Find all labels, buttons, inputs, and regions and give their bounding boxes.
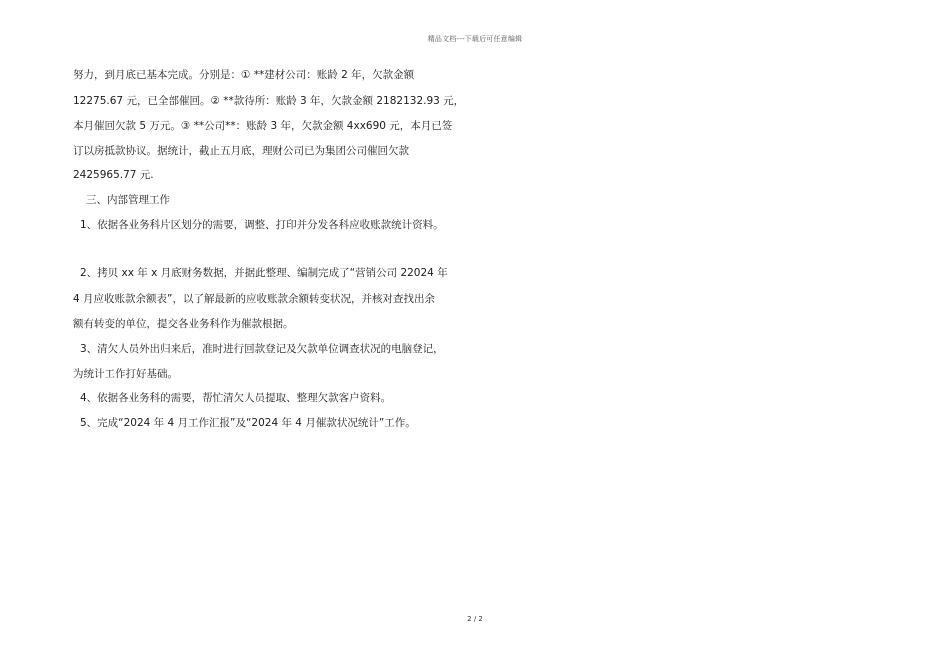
- paragraph-line: 努力，到月底已基本完成。分别是：① **建材公司：账龄 2 年，欠款金额: [73, 69, 415, 81]
- paragraph-line: 2425965.77 元.: [73, 169, 154, 181]
- list-item: 1、依据各业务科片区划分的需要，调整、打印并分发各科应收账款统计资料。: [80, 219, 444, 231]
- list-item: 4、依据各业务科的需要，帮忙清欠人员提取、整理欠款客户资料。: [80, 392, 392, 404]
- paragraph-line: 额有转变的单位，提交各业务科作为催款根据。: [73, 318, 294, 330]
- section-heading: 三、内部管理工作: [86, 194, 170, 206]
- list-item: 3、清欠人员外出归来后，准时进行回款登记及欠款单位调查状况的电脑登记，: [80, 343, 444, 355]
- paragraph-line: 12275.67 元，已全部催回。② **款待所：账龄 3 年，欠款金额 2182132.93 元，: [73, 95, 465, 107]
- list-item: 2、拷贝 xx 年 x 月底财务数据，并据此整理、编制完成了“营销公司 22024 年: [80, 267, 448, 279]
- page-number: 2 / 2: [467, 615, 483, 623]
- page-header: 精品文档---下载后可任意编辑: [427, 35, 523, 43]
- paragraph-line: 订以房抵款协议。据统计，截止五月底，理财公司已为集团公司催回欠款: [73, 145, 409, 157]
- paragraph-line: 本月催回欠款 5 万元。③ **公司**：账龄 3 年，欠款金额 4xx690 元，本月已签: [73, 120, 453, 132]
- paragraph-line: 为统计工作打好基础。: [73, 368, 178, 380]
- list-item: 5、完成“2024 年 4 月工作汇报”及“2024 年 4 月催款状况统计”工作。: [80, 417, 416, 429]
- paragraph-line: 4 月应收账款余额表”，以了解最新的应收账款余额转变状况，并核对查找出余: [73, 293, 435, 305]
